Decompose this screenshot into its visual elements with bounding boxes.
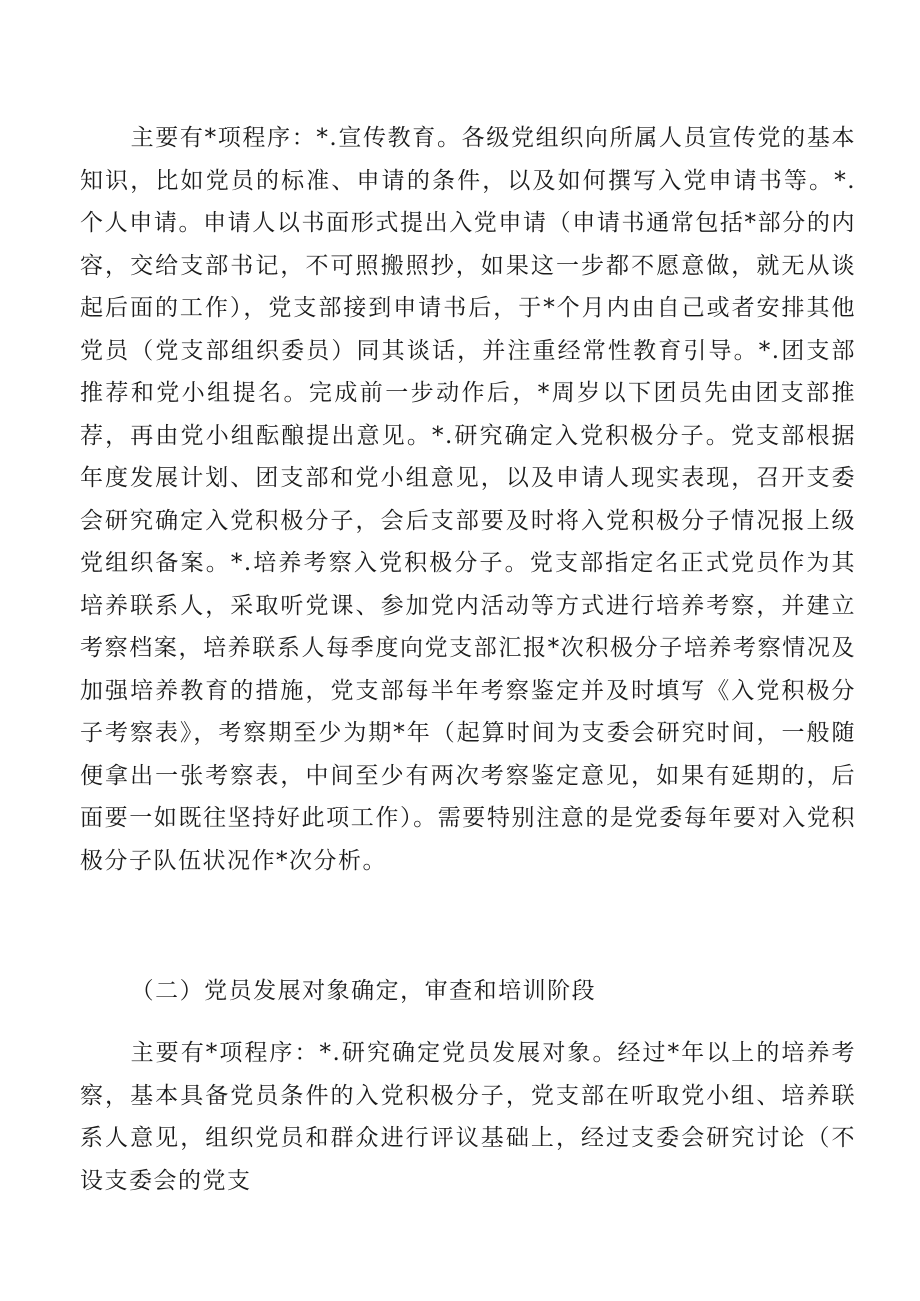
body-paragraph: 主要有*项程序：*.研究确定党员发展对象。经过*年以上的培养考察，基本具备党员条件的入党积极分子，党支部在听取党小组、培养联系人意见，组织党员和群众进行评议基础上，经过支委会研究讨论（不设支委会的党支 — [80, 1040, 856, 1194]
body-paragraph: 主要有*项程序：*.宣传教育。各级党组织向所属人员宣传党的基本知识，比如党员的标准、申请的条件，以及如何撰写入党申请书等。*.个人申请。申请人以书面形式提出入党申请（申请书通常包括*部分的内容，交给支部书记，不可照搬照抄，如果这一步都不愿意做，就无从谈起后面的工作），党支部接到申请书后，于*个月内由自己或者安排其他党员（党支部组织委员）同其谈话，并注重经常性教育引导。*.团支部推荐和党小组提名。完成前一步动作后，*周岁以下团员先由团支部推荐，再由党小组酝酿提出意见。*.研究确定入党积极分子。党支部根据年度发展计划、团支部和党小组意见，以及申请人现实表现，召开支委会研究确定入党积极分子，会后支部要及时将入党积极分子情况报上级党组织备案。*.培养考察入党积极分子。党支部指定名正式党员作为其培养联系人，采取听党课、参加党内活动等方式进行培养考察，并建立考察档案，培养联系人每季度向党支部汇报*次积极分子培养考察情况及加强培养教育的措施，党支部每半年考察鉴定并及时填写《入党积极分子考察表》，考察期至少为期*年（起算时间为支委会研究时间，一般随便拿出一张考察表，中间至少有两次考察鉴定意见，如果有延期的，后面要一如既往坚持好此项工作）。需要特别注意的是党委每年要对入党积极分子队伍状况作*次分析。 — [80, 125, 856, 874]
section-heading: （二）党员发展对象确定，审查和培训阶段 — [130, 978, 597, 1004]
